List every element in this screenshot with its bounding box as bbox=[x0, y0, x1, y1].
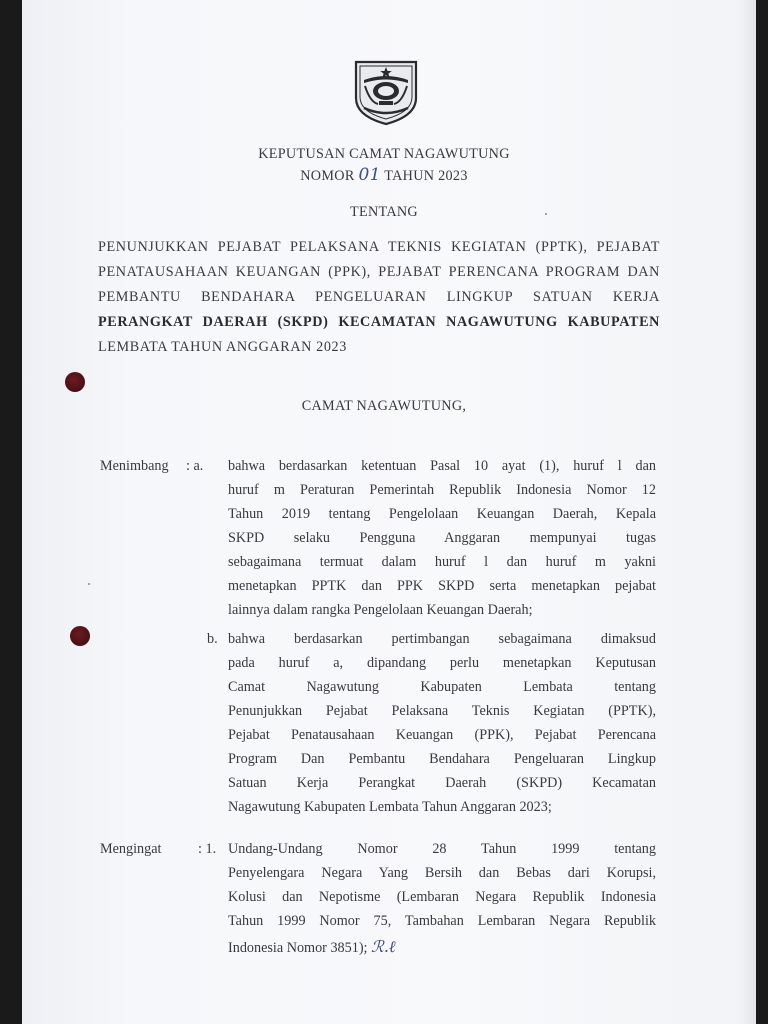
decree-number bbox=[0, 165, 768, 185]
punch-hole-icon bbox=[65, 372, 85, 392]
clause-line: Penyelengara Negara Yang Bersih dan Bebas dari Korupsi, bbox=[228, 865, 656, 881]
number-year: TAHUN 2023 bbox=[384, 168, 468, 184]
punch-hole-icon bbox=[70, 626, 90, 646]
clause-line: Tahun 1999 Nomor 75, Tambahan Lembaran Negara Republik bbox=[228, 913, 656, 929]
clause-line: Camat Nagawutung Kabupaten Lembata tentang bbox=[228, 679, 656, 695]
menimbang-label: Menimbang bbox=[100, 458, 169, 474]
handwritten-number: 01 bbox=[358, 165, 381, 185]
clause-line: Nagawutung Kabupaten Lembata Tahun Anggaran 2023; bbox=[228, 799, 552, 815]
about-line: PERANGKAT DAERAH (SKPD) KECAMATAN NAGAWUTUNG KABUPATEN bbox=[98, 314, 660, 330]
regency-emblem-icon bbox=[350, 58, 422, 126]
clause-line: bahwa berdasarkan pertimbangan sebagaimana dimaksud bbox=[228, 631, 656, 647]
clause-line: Satuan Kerja Perangkat Daerah (SKPD) Kecamatan bbox=[228, 775, 656, 791]
clause-line: Undang-Undang Nomor 28 Tahun 1999 tentang bbox=[228, 841, 656, 857]
clause-line-text: Indonesia Nomor 3851); bbox=[228, 940, 368, 956]
menimbang-marker-a: : a. bbox=[186, 458, 204, 474]
clause-line bbox=[228, 937, 656, 957]
clause-line: bahwa berdasarkan ketentuan Pasal 10 ayat (1), huruf l dan bbox=[228, 458, 656, 474]
clause-line: Program Dan Pembantu Bendahara Pengeluaran Lingkup bbox=[228, 751, 656, 767]
clause-line: Pejabat Penatausahaan Keuangan (PPK), Pejabat Perencana bbox=[228, 727, 656, 743]
about-line: LEMBATA TAHUN ANGGARAN 2023 bbox=[98, 339, 347, 355]
mengingat-marker-1: : 1. bbox=[198, 841, 217, 857]
clause-line: sebagaimana termuat dalam huruf l dan huruf m yakni bbox=[228, 554, 656, 570]
menimbang-marker-b: b. bbox=[207, 631, 218, 647]
clause-line: SKPD selaku Pengguna Anggaran mempunyai tugas bbox=[228, 530, 656, 546]
tentang-heading: TENTANG bbox=[350, 204, 418, 220]
mengingat-label: Mengingat bbox=[100, 841, 162, 857]
decree-title: KEPUTUSAN CAMAT NAGAWUTUNG bbox=[258, 146, 510, 162]
clause-line: lainnya dalam rangka Pengelolaan Keuangan Daerah; bbox=[228, 602, 533, 618]
official-heading: CAMAT NAGAWUTUNG, bbox=[301, 398, 467, 414]
handwritten-paraf: ℛ.ℓ bbox=[371, 937, 396, 956]
clause-line: pada huruf a, dipandang perlu menetapkan Keputusan bbox=[228, 655, 656, 671]
clause-line: Penunjukkan Pejabat Pelaksana Teknis Kegiatan (PPTK), bbox=[228, 703, 656, 719]
clause-line: Kolusi dan Nepotisme (Lembaran Negara Republik Indonesia bbox=[228, 889, 656, 905]
number-prefix: NOMOR bbox=[300, 168, 355, 184]
clause-line: huruf m Peraturan Pemerintah Republik Indonesia Nomor 12 bbox=[228, 482, 656, 498]
clause-line: Tahun 2019 tentang Pengelolaan Keuangan Daerah, Kepala bbox=[228, 506, 656, 522]
about-line: PEMBANTU BENDAHARA PENGELUARAN LINGKUP SATUAN KERJA bbox=[98, 289, 660, 305]
about-line: PENUNJUKKAN PEJABAT PELAKSANA TEKNIS KEGIATAN (PPTK), PEJABAT bbox=[98, 239, 660, 255]
clause-line: menetapkan PPTK dan PPK SKPD serta menetapkan pejabat bbox=[228, 578, 656, 594]
about-line: PENATAUSAHAAN KEUANGAN (PPK), PEJABAT PERENCANA PROGRAM DAN bbox=[98, 264, 660, 280]
